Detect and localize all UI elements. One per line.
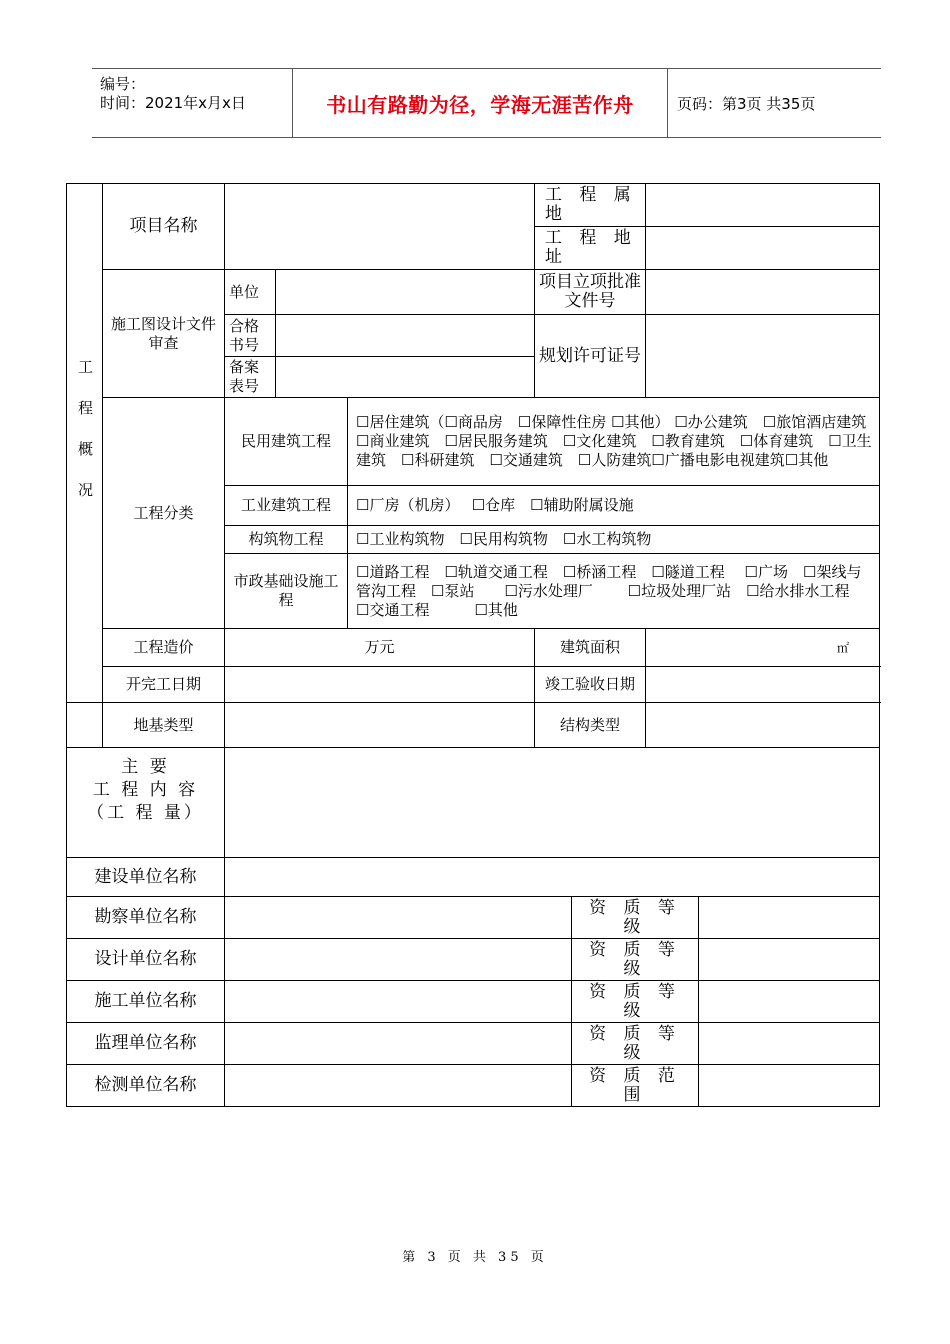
header-meta: [92, 69, 292, 137]
qualification-label: 资 质 范 围: [572, 1065, 699, 1107]
industrial-options[interactable]: ☐厂房（机房） ☐仓库 ☐辅助附属设施: [348, 486, 880, 526]
header-page-cell: [667, 69, 881, 137]
area-unit: ㎡: [837, 640, 850, 655]
foundation-label: 地基类型: [103, 703, 225, 748]
structure-options[interactable]: ☐工业构筑物 ☐民用构筑物 ☐水工构筑物: [348, 526, 880, 554]
foundation-value[interactable]: [225, 703, 535, 748]
qualification-label: 资 质 等 级: [572, 939, 699, 981]
municipal-options[interactable]: ☐道路工程 ☐轨道交通工程 ☐桥涵工程 ☐隧道工程 ☐广场 ☐架线与管沟工程 ☐泵站 ☐污水处理厂 ☐垃圾处理厂站 ☐给水排水工程 ☐交通工程 ☐其他: [348, 554, 880, 629]
section-overview-label: 工程概况: [76, 358, 94, 523]
qualification-label: 资 质 等 级: [572, 897, 699, 939]
planning-permit-value[interactable]: [646, 315, 880, 398]
qualified-cert-value[interactable]: [276, 315, 535, 357]
page-header: [92, 68, 881, 138]
unit-label: 单位: [225, 270, 276, 315]
project-address-value[interactable]: [646, 227, 880, 270]
industrial-label: 工业建筑工程: [225, 486, 348, 526]
blank-cell: [67, 703, 103, 748]
project-location-value[interactable]: [646, 184, 880, 227]
cost-value[interactable]: [225, 629, 535, 667]
qualification-value[interactable]: [699, 897, 880, 939]
project-form: [66, 183, 880, 1107]
unit-name-label: 监理单位名称: [67, 1023, 225, 1065]
planning-permit-label: 规划许可证号: [535, 315, 646, 398]
project-name-label: 项目名称: [103, 184, 225, 270]
project-name-value[interactable]: [225, 184, 535, 270]
main-content-line1: 主 要: [121, 757, 170, 777]
qualification-label: 资 质 等 级: [572, 981, 699, 1023]
main-content-line3: （工 程 量）: [87, 803, 204, 823]
civil-options[interactable]: ☐居住建筑（☐商品房 ☐保障性住房 ☐其他） ☐办公建筑 ☐旅馆酒店建筑 ☐商业建筑 ☐居民服务建筑 ☐文化建筑 ☐教育建筑 ☐体育建筑 ☐卫生建筑 ☐科研建筑 ☐交通建筑 ☐人防建筑☐广播电影电视建筑☐其他: [348, 398, 880, 486]
approval-doc-label: 项目立项批准文件号: [535, 270, 646, 315]
area-value[interactable]: [646, 629, 880, 667]
qualification-label: 资 质 等 级: [572, 1023, 699, 1065]
qualification-value[interactable]: [699, 981, 880, 1023]
number-label: 编号：: [100, 75, 146, 93]
municipal-label: 市政基础设施工程: [225, 554, 348, 629]
area-label: 建筑面积: [535, 629, 646, 667]
section-overview: [67, 184, 103, 703]
approval-doc-value[interactable]: [646, 270, 880, 315]
design-review-label: 施工图设计文件审查: [103, 270, 225, 398]
acceptance-value[interactable]: [646, 667, 880, 703]
main-content-label: [67, 748, 225, 858]
start-end-value[interactable]: [225, 667, 535, 703]
unit-name-label: 勘察单位名称: [67, 897, 225, 939]
structure-type-value[interactable]: [646, 703, 880, 748]
qualified-cert-label: 合格书号: [225, 315, 276, 357]
page-footer: 第 3 页 共 35 页: [402, 1250, 548, 1265]
record-no-label: 备案表号: [225, 357, 276, 398]
unit-name-label: 施工单位名称: [67, 981, 225, 1023]
main-content-value[interactable]: [225, 748, 880, 858]
cost-unit: 万元: [364, 638, 395, 656]
cost-label: 工程造价: [103, 629, 225, 667]
acceptance-label: 竣工验收日期: [535, 667, 646, 703]
structure-label: 构筑物工程: [225, 526, 348, 554]
unit-name-value[interactable]: [225, 858, 880, 897]
project-address-label: 工 程 地 址: [535, 227, 646, 270]
header-motto-cell: [292, 69, 668, 137]
unit-value[interactable]: [276, 270, 535, 315]
structure-type-label: 结构类型: [535, 703, 646, 748]
main-content-line2: 工 程 内 容: [92, 780, 199, 800]
page-label: 页码：第3页 共35页: [677, 94, 816, 113]
unit-name-value[interactable]: [225, 939, 572, 981]
classification-label: 工程分类: [103, 398, 225, 629]
motto: 书山有路勤为径，学海无涯苦作舟: [326, 92, 634, 117]
civil-label: 民用建筑工程: [225, 398, 348, 486]
unit-name-label: 建设单位名称: [67, 858, 225, 897]
unit-name-value[interactable]: [225, 981, 572, 1023]
unit-name-value[interactable]: [225, 1023, 572, 1065]
time-label: 时间：2021年x月x日: [100, 94, 246, 112]
qualification-value[interactable]: [699, 1065, 880, 1107]
qualification-value[interactable]: [699, 1023, 880, 1065]
unit-name-label: 设计单位名称: [67, 939, 225, 981]
record-no-value[interactable]: [276, 357, 535, 398]
unit-name-label: 检测单位名称: [67, 1065, 225, 1107]
start-end-label: 开完工日期: [103, 667, 225, 703]
project-location-label: 工 程 属 地: [535, 184, 646, 227]
unit-name-value[interactable]: [225, 1065, 572, 1107]
qualification-value[interactable]: [699, 939, 880, 981]
unit-name-value[interactable]: [225, 897, 572, 939]
